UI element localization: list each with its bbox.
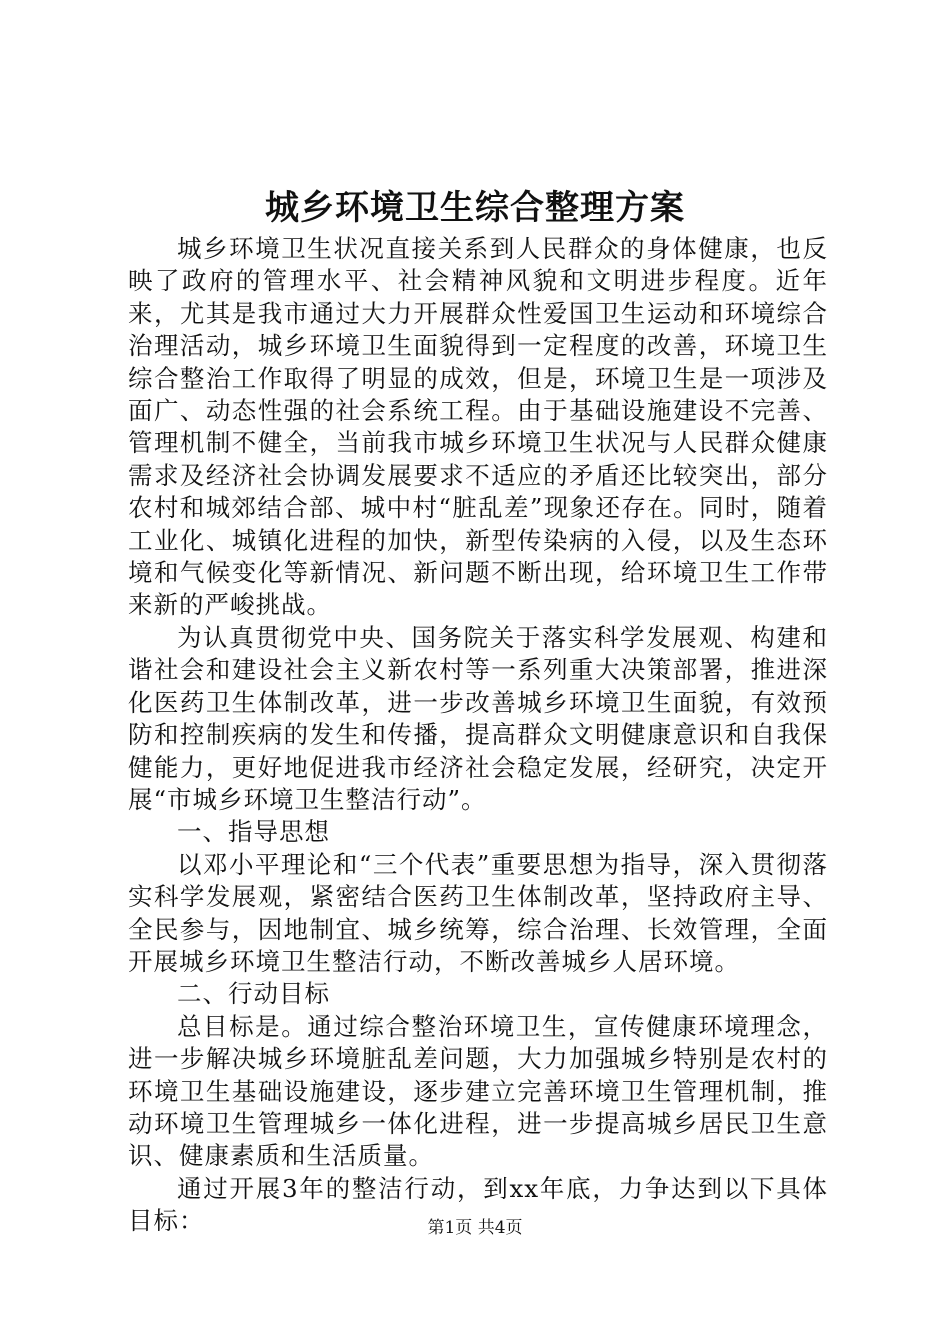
document-title: 城乡环境卫生综合整理方案 — [265, 188, 685, 228]
document-body — [128, 233, 828, 1238]
section-heading-action-goals: 二、行动目标 — [177, 979, 330, 1009]
paragraph-intro: 城乡环境卫生状况直接关系到人民群众的身体健康，也反映了政府的管理水平、社会精神风貌和文明进步程度。近年来，尤其是我市通过大力开展群众性爱国卫生运动和环境综合治理活动，城乡环境卫生面貌得到一定程度的改善，环境卫生综合整治工作取得了明显的成效，但是，环境卫生是一项涉及面广、动态性强的社会系统工程。由于基础设施建设不完善、管理机制不健全，当前我市城乡环境卫生状况与人民群众健康需求及经济社会协调发展要求不适应的矛盾还比较突出，部分农村和城郊结合部、城中村“脏乱差”现象还存在。同时，随着工业化、城镇化进程的加快，新型传染病的入侵，以及生态环境和气候变化等新情况、新问题不断出现，给环境卫生工作带来新的严峻挑战。 — [128, 234, 828, 620]
paragraph-decision: 为认真贯彻党中央、国务院关于落实科学发展观、构建和谐社会和建设社会主义新农村等一系列重大决策部署，推进深化医药卫生体制改革，进一步改善城乡环境卫生面貌，有效预防和控制疾病的发生和传播，提高群众文明健康意识和自我保健能力，更好地促进我市经济社会稳定发展，经研究，决定开展“市城乡环境卫生整洁行动”。 — [128, 622, 828, 814]
paragraph-specific-goals: 通过开展3年的整洁行动，到xx年底，力争达到以下具体目标： — [128, 1173, 828, 1236]
paragraph-guiding-thought: 以邓小平理论和“三个代表”重要思想为指导，深入贯彻落实科学发展观，紧密结合医药卫生体制改革，坚持政府主导、全民参与，因地制宜、城乡统筹，综合治理、长效管理，全面开展城乡环境卫生整洁行动，不断改善城乡人居环境。 — [128, 849, 828, 976]
paragraph-overall-goal: 总目标是。通过综合整治环境卫生，宣传健康环境理念，进一步解决城乡环境脏乱差问题，大力加强城乡特别是农村的环境卫生基础设施建设，逐步建立完善环境卫生管理机制，推动环境卫生管理城乡一体化进程，进一步提高城乡居民卫生意识、健康素质和生活质量。 — [128, 1011, 828, 1171]
section-heading-guiding-thought: 一、指导思想 — [177, 817, 330, 847]
page-number-footer: 第1页 共4页 — [427, 1218, 523, 1238]
